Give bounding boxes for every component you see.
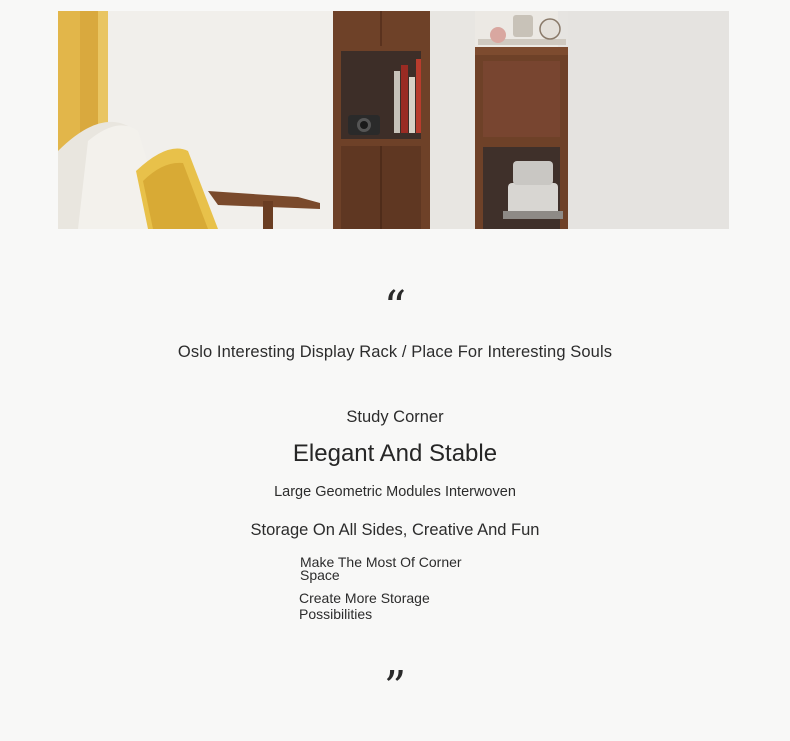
- section-label: Study Corner: [346, 408, 444, 426]
- feature-modules: Large Geometric Modules Interwoven: [274, 484, 516, 500]
- close-quote-icon: ”: [383, 662, 407, 713]
- feature-possibilities-line2: Possibilities: [299, 606, 373, 622]
- feature-possibilities-line1: Create More Storage: [299, 590, 430, 606]
- feature-storage-possibilities: [299, 590, 499, 622]
- headline: Elegant And Stable: [292, 440, 498, 467]
- feature-corner-line2: Space: [300, 567, 340, 583]
- living-room-display-rack-photo: [58, 11, 729, 229]
- open-quote-icon: “: [383, 282, 407, 333]
- feature-storage: Storage On All Sides, Creative And Fun: [250, 521, 540, 539]
- tagline: Oslo Interesting Display Rack / Place For Interesting Souls: [177, 343, 613, 361]
- feature-corner-line1: Make The Most Of Corner: [300, 554, 462, 570]
- hero-image: [58, 11, 729, 229]
- feature-corner-space: [300, 556, 500, 582]
